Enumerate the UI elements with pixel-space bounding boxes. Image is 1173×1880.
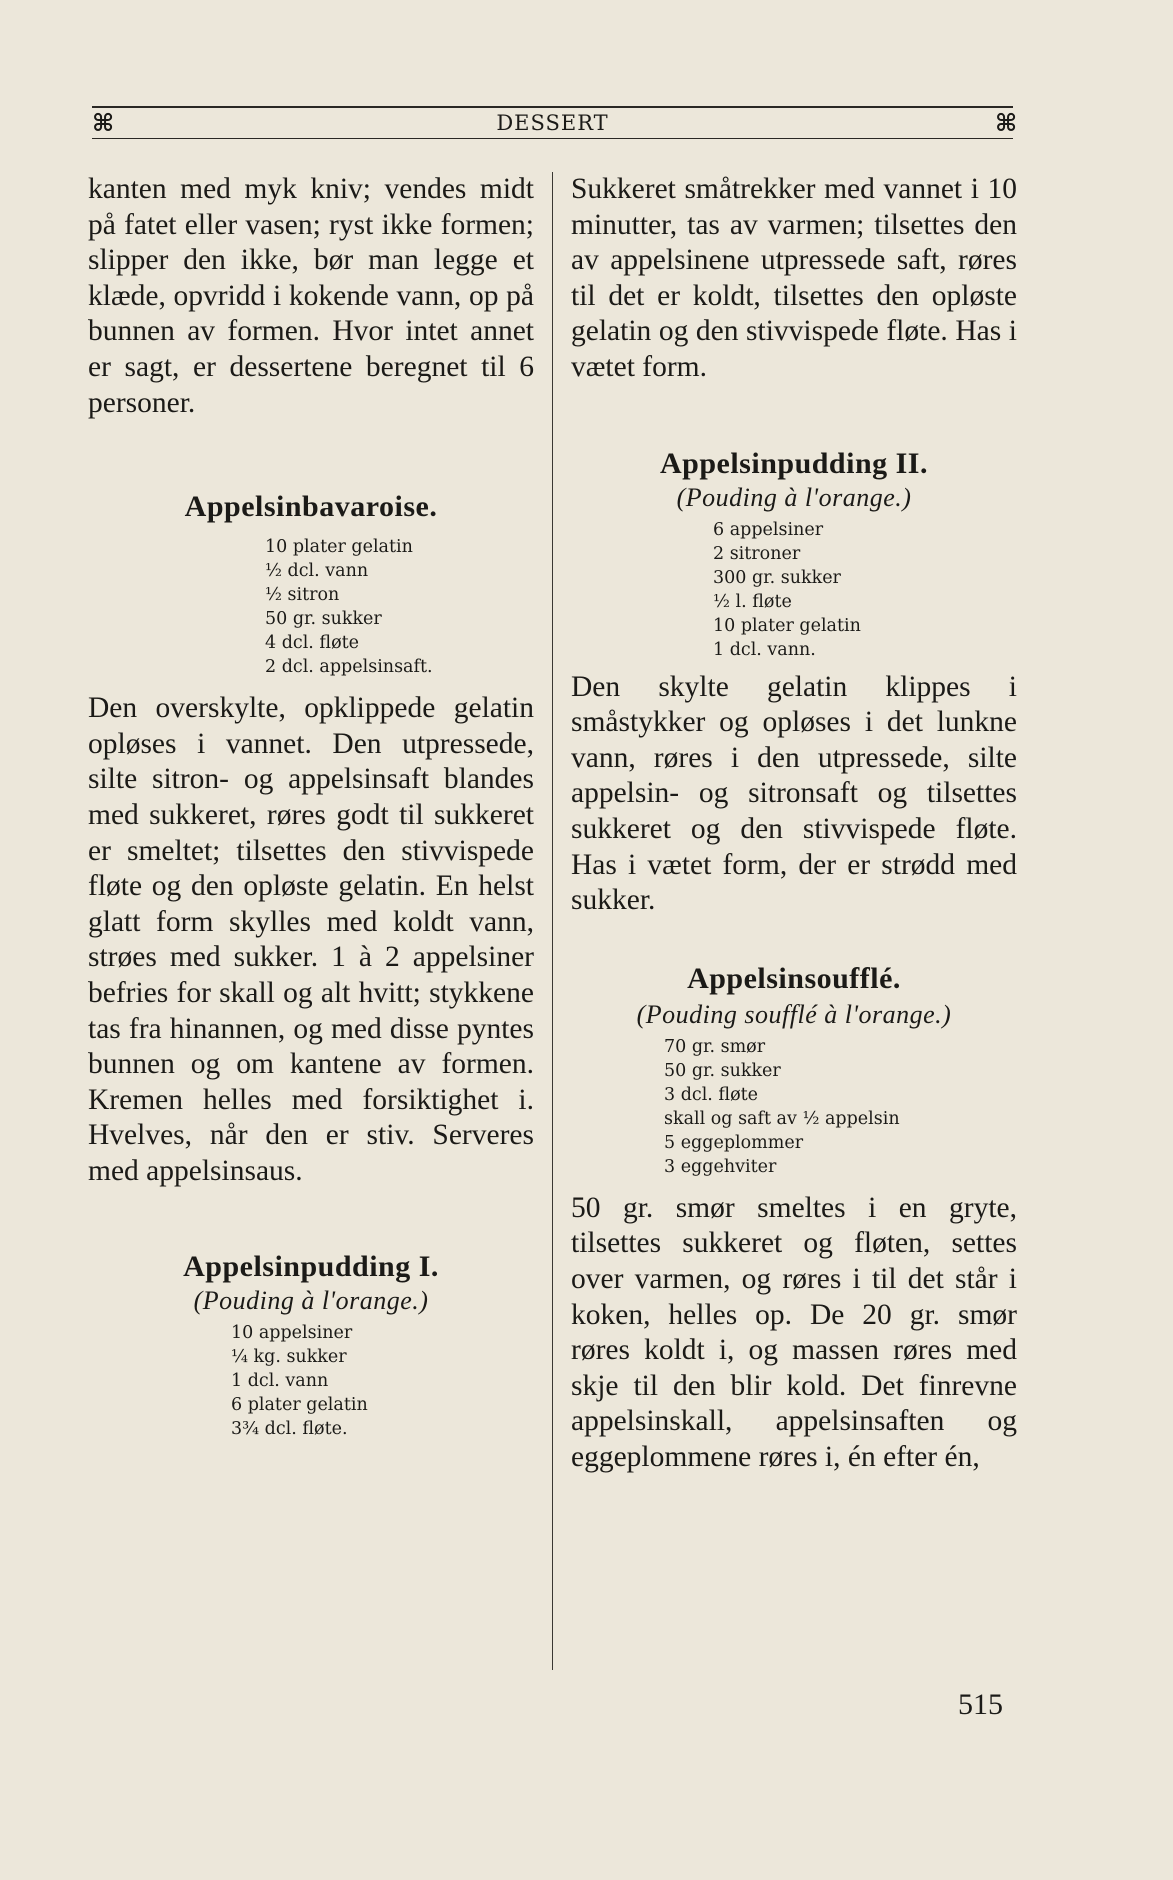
recipe-title-appelsinpudding-2: Appelsinpudding II. — [660, 446, 928, 480]
ingredient-list-appelsinsouffle — [664, 1035, 1017, 1179]
ingredient-item: 1 dcl. vann — [231, 1371, 329, 1392]
running-head-title: DESSERT — [496, 111, 609, 135]
ingredient-item: 70 gr. smør — [664, 1036, 766, 1057]
ingredient-item: ½ sitron — [265, 585, 340, 606]
header-left-ornament-icon: ⌘ — [92, 108, 115, 137]
right-column — [571, 172, 1017, 1475]
ingredient-item: ¼ kg. sukker — [231, 1347, 347, 1368]
ingredient-item: 10 plater gelatin — [265, 537, 413, 558]
ingredient-item: 3 dcl. fløte — [664, 1084, 759, 1105]
header-bottom-rule — [92, 138, 1013, 139]
ingredient-item: 10 plater gelatin — [713, 615, 861, 636]
left-column — [88, 172, 534, 1441]
header-top-rule — [92, 106, 1013, 108]
method-appelsinpudding-2: Den skylte gelatin klippes i småstykker og opløses i det lunkne vann, røres i den utpressede, silte appelsin- og sitronsaft og tilsettes sukkeret og den stivvispede fløte. Has i vætet form, der er strødd med sukker. — [571, 670, 1017, 917]
method-appelsinsouffle: 50 gr. smør smeltes i en gryte, tilsettes sukkeret og fløten, settes over varmen, og røres i til det står i koken, helles op. De 20 gr. smør røres koldt i, og massen røres med skje til den blir kold. Det finrevne appelsinskall, appelsinsaften og eggeplommene røres i, én efter én, — [571, 1191, 1017, 1473]
ingredient-item: 50 gr. sukker — [664, 1060, 781, 1081]
header-right-ornament-icon: ⌘ — [995, 108, 1018, 137]
continuation-paragraph: Sukkeret småtrekker med vannet i 10 minutter, tas av varmen; tilsettes den av appelsinene utpressede saft, røres til det er koldt, tilsettes den opløste gelatin og den stivvispede fløte. Has i vætet form. — [571, 173, 1017, 383]
ingredient-item: 3 eggehviter — [664, 1156, 777, 1177]
intro-paragraph: kanten med myk kniv; vendes midt på fatet eller vasen; ryst ikke formen; slipper den ikke, bør man legge et klæde, opvridd i kokende vann, op på bunnen av formen. Hvor intet annet er sagt, er dessertene beregnet til 6 personer. — [88, 173, 534, 419]
ingredient-item: 4 dcl. fløte — [265, 633, 360, 654]
ingredient-item: 10 appelsiner — [231, 1323, 353, 1344]
ingredient-item: skall og saft av ½ appelsin — [664, 1108, 900, 1129]
ingredient-item: 2 dcl. appelsinsaft. — [265, 657, 433, 678]
method-appelsinbavaroise: Den overskylte, opklippede gelatin opløses i vannet. Den utpressede, silte sitron- og appelsinsaft blandes med sukkeret, røres godt til sukkeret er smeltet; tilsettes den stivvispede fløte og den opløste gelatin. En helst glatt form skylles med koldt vann, strøes med sukker. 1 à 2 appelsiner befries for skall og alt hvitt; stykkene tas fra hinannen, og med disse pyntes bunnen og om kantene av formen. Kremen helles med forsiktighet i. Hvelves, når den er stiv. Serveres med appelsinsaus. — [88, 692, 534, 1187]
ingredient-item: ½ dcl. vann — [265, 561, 369, 582]
ingredient-item: ½ l. fløte — [713, 591, 792, 612]
ingredient-item: 6 appelsiner — [713, 519, 824, 540]
ingredient-item: 300 gr. sukker — [713, 567, 841, 588]
ingredient-item: 5 eggeplommer — [664, 1132, 804, 1153]
ingredient-item: 1 dcl. vann. — [713, 639, 816, 660]
ingredient-list-appelsinpudding-2 — [713, 518, 1017, 662]
recipe-subtitle-appelsinpudding-2: (Pouding à l'orange.) — [676, 482, 912, 512]
recipe-subtitle-appelsinpudding-1: (Pouding à l'orange.) — [193, 1286, 429, 1316]
recipe-subtitle-appelsinsouffle: (Pouding soufflé à l'orange.) — [636, 999, 952, 1029]
ingredient-item: 3¾ dcl. fløte. — [231, 1419, 348, 1440]
ingredient-item: 6 plater gelatin — [231, 1395, 368, 1416]
ingredient-item: 50 gr. sukker — [265, 609, 382, 630]
page-number: 515 — [958, 1688, 1003, 1721]
ingredient-list-appelsinbavaroise — [265, 535, 534, 679]
column-divider — [552, 172, 553, 1670]
recipe-title-appelsinbavaroise: Appelsinbavaroise. — [184, 490, 438, 524]
recipe-title-appelsinsouffle: Appelsinsoufflé. — [687, 961, 901, 995]
recipe-title-appelsinpudding-1: Appelsinpudding I. — [183, 1250, 439, 1284]
ingredient-item: 2 sitroner — [713, 543, 801, 564]
ingredient-list-appelsinpudding-1 — [231, 1321, 534, 1441]
